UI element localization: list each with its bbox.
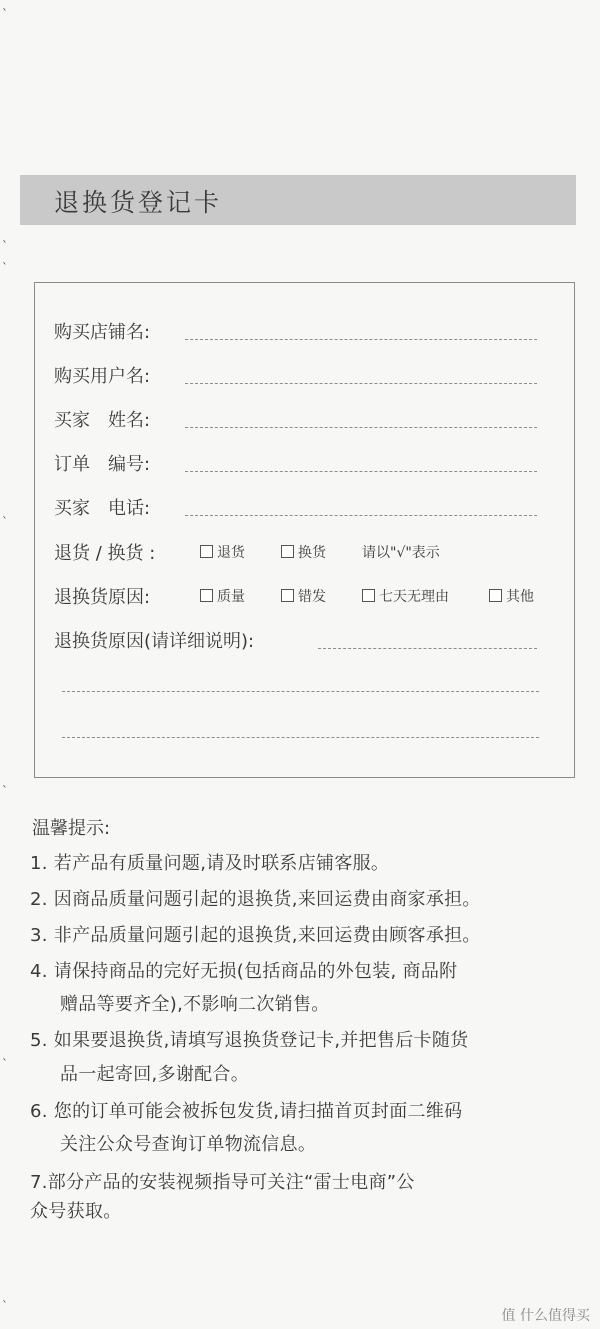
reason-detail-line-1[interactable] bbox=[318, 648, 537, 649]
buyer-phone-field[interactable] bbox=[185, 515, 537, 516]
checkbox-icon[interactable] bbox=[489, 589, 502, 602]
buyer-name-label: 买家 姓名: bbox=[54, 410, 151, 431]
checkbox-icon[interactable] bbox=[281, 545, 294, 558]
title-bar bbox=[20, 175, 576, 225]
edge-mark: ˋ bbox=[2, 1057, 8, 1071]
checkbox-icon[interactable] bbox=[281, 589, 294, 602]
reason-detail-line-3[interactable] bbox=[62, 737, 539, 738]
note-item: 6. 您的订单可能会被拆包发货,请扫描首页封面二维码 bbox=[30, 1101, 463, 1122]
reason-label: 退换货原因: bbox=[54, 587, 151, 608]
note-item-continued: 品一起寄回,多谢配合。 bbox=[60, 1064, 250, 1085]
watermark-text: 值 什么值得买 bbox=[501, 1308, 590, 1324]
edge-mark: ˋ bbox=[2, 239, 8, 253]
user-name-field[interactable] bbox=[185, 383, 537, 384]
note-item-continued: 赠品等要齐全),不影响二次销售。 bbox=[60, 994, 330, 1015]
tick-hint: 请以"√"表示 bbox=[362, 545, 440, 561]
reason-quality-checkbox[interactable]: 质量 bbox=[200, 586, 245, 606]
edge-mark: ˋ bbox=[2, 1299, 8, 1313]
note-item-continued: 关注公众号查询订单物流信息。 bbox=[60, 1134, 317, 1155]
shop-name-label: 购买店铺名: bbox=[54, 322, 151, 343]
note-item: 3. 非产品质量问题引起的退换货,来回运费由顾客承担。 bbox=[30, 925, 481, 946]
reason-detail-line-2[interactable] bbox=[62, 691, 539, 692]
reason-other-checkbox[interactable]: 其他 bbox=[489, 586, 534, 606]
note-item-continued: 众号获取。 bbox=[30, 1201, 122, 1222]
registration-form-box bbox=[34, 282, 575, 778]
buyer-phone-label: 买家 电话: bbox=[54, 498, 151, 519]
note-item: 2. 因商品质量问题引起的退换货,来回运费由商家承担。 bbox=[30, 889, 481, 910]
edge-mark: ˋ bbox=[2, 515, 8, 529]
reason-wrong-item-checkbox[interactable]: 错发 bbox=[281, 586, 326, 606]
return-checkbox[interactable]: 退货 bbox=[200, 542, 245, 562]
note-item: 1. 若产品有质量问题,请及时联系店铺客服。 bbox=[30, 853, 390, 874]
checkbox-icon[interactable] bbox=[200, 589, 213, 602]
order-number-field[interactable] bbox=[185, 471, 537, 472]
order-number-label: 订单 编号: bbox=[54, 454, 151, 475]
reason-seven-day-checkbox[interactable]: 七天无理由 bbox=[362, 586, 449, 606]
watermark bbox=[502, 1305, 590, 1325]
note-item: 4. 请保持商品的完好无损(包括商品的外包装, 商品附 bbox=[30, 961, 458, 982]
edge-mark: ˋ bbox=[2, 7, 8, 21]
shop-name-field[interactable] bbox=[185, 339, 537, 340]
notes-title: 温馨提示: bbox=[32, 818, 111, 839]
user-name-label: 购买用户名: bbox=[54, 366, 151, 387]
edge-mark: ˋ bbox=[2, 784, 8, 798]
reason-detail-label: 退换货原因(请详细说明): bbox=[54, 631, 255, 652]
page-title: 退换货登记卡 bbox=[54, 188, 223, 217]
buyer-name-field[interactable] bbox=[185, 427, 537, 428]
checkbox-icon[interactable] bbox=[200, 545, 213, 558]
checkbox-icon[interactable] bbox=[362, 589, 375, 602]
note-item: 5. 如果要退换货,请填写退换货登记卡,并把售后卡随货 bbox=[30, 1030, 469, 1051]
edge-mark: ˋ bbox=[2, 261, 8, 275]
exchange-checkbox[interactable]: 换货 bbox=[281, 542, 326, 562]
return-exchange-label: 退货 / 换货 : bbox=[54, 543, 156, 564]
note-item: 7.部分产品的安装视频指导可关注“雷士电商”公 bbox=[30, 1172, 415, 1193]
